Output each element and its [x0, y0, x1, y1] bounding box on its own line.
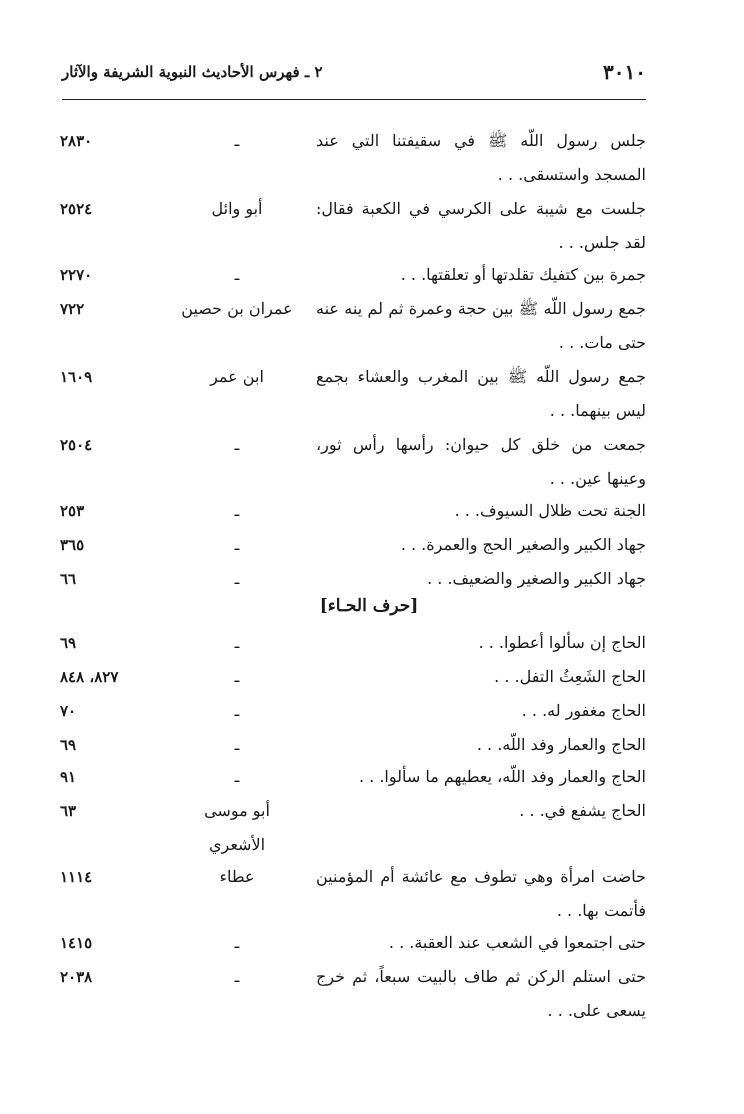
- reference-number: ٢٨٣٠: [60, 132, 93, 150]
- reference-number: ١٦٠٩: [60, 368, 93, 386]
- narrator: ابن عمر: [210, 367, 264, 386]
- narrator: ـ: [234, 265, 240, 284]
- hadith-text: جلست مع شيبة على الكرسي في الكعبة فقال: لقد جلس. . .: [316, 199, 646, 252]
- hadith-text: الحاج إن سألوا أعطوا. . .: [478, 633, 646, 652]
- reference-number: ٢٥٠٤: [60, 436, 93, 454]
- narrator: أبو وائل: [211, 199, 263, 218]
- reference-number: ٦٩: [60, 736, 77, 754]
- page-number: ٣٠١٠: [603, 60, 646, 84]
- reference-number: ٢٠٣٨: [60, 968, 93, 986]
- narrator: ـ: [234, 569, 240, 588]
- reference-number: ٢٢٧٠: [60, 266, 93, 284]
- reference-number: ٦٩: [60, 634, 77, 652]
- reference-number: ٦٣: [60, 802, 77, 820]
- narrator: ـ: [234, 501, 240, 520]
- narrator: ـ: [234, 967, 240, 986]
- narrator: ـ: [234, 435, 240, 454]
- reference-number: ٨٢٧، ٨٤٨: [60, 668, 119, 686]
- hadith-text: الحاج والعمار وفد اللّه. . .: [476, 735, 646, 754]
- reference-number: ٧٠: [60, 702, 77, 720]
- hadith-text: الحاج الشَعِثُ التفل. . .: [494, 667, 646, 686]
- hadith-text: جمرة بين كتفيك تقلدتها أو تعلقتها. . .: [400, 265, 646, 284]
- reference-number: ٦٦: [60, 570, 77, 588]
- narrator: عمران بن حصين: [181, 299, 293, 318]
- narrator: ـ: [234, 735, 240, 754]
- narrator: ـ: [234, 933, 240, 952]
- page-header: [62, 60, 646, 90]
- narrator: عطاء: [219, 867, 255, 886]
- narrator: أبو موسى الأشعري: [204, 801, 270, 854]
- narrator: ـ: [234, 535, 240, 554]
- hadith-text: جمع رسول اللّه ﷺ بين حجة وعمرة ثم لم ينه عنه حتى مات. . .: [316, 299, 646, 352]
- reference-number: ٩١: [60, 768, 77, 786]
- reference-number: ١١١٤: [60, 868, 93, 886]
- header-rule: [62, 99, 646, 100]
- reference-number: ٧٢٢: [60, 300, 85, 318]
- hadith-text: الحاج مغفور له. . .: [521, 701, 646, 720]
- reference-number: ٢٥٣: [60, 502, 85, 520]
- hadith-text: حاضت امرأة وهي تطوف مع عائشة أم المؤمنين فأتمت بها. . .: [316, 867, 646, 920]
- section-heading: [0, 596, 744, 616]
- hadith-text: الحاج والعمار وفد اللّه، يعطيهم ما سألوا. . .: [358, 767, 646, 786]
- narrator: ـ: [234, 633, 240, 652]
- hadith-text: جهاد الكبير والصغير الحج والعمرة. . .: [400, 535, 646, 554]
- hadith-text: حتى اجتمعوا في الشعب عند العقبة. . .: [388, 933, 646, 952]
- reference-number: ٢٥٢٤: [60, 200, 93, 218]
- reference-number: ١٤١٥: [60, 934, 93, 952]
- narrator: ـ: [234, 131, 240, 150]
- narrator: ـ: [234, 767, 240, 786]
- hadith-text: جمع رسول اللّه ﷺ بين المغرب والعشاء بجمع ليس بينهما. . .: [316, 367, 646, 420]
- running-title: ٢ ـ فهرس الأحاديث النبوية الشريفة والآثار: [62, 63, 323, 81]
- hadith-text: حتى استلم الركن ثم طاف بالبيت سبعاً، ثم خرج يسعى على. . .: [316, 967, 646, 1020]
- hadith-text: الحاج يشفع في. . .: [519, 801, 646, 820]
- narrator: ـ: [234, 701, 240, 720]
- hadith-text: الجنة تحت ظلال السيوف. . .: [454, 501, 646, 520]
- reference-number: ٣٦٥: [60, 536, 85, 554]
- hadith-text: جلس رسول اللّه ﷺ في سقيفتنا التي عند المسجد واستسقى. . .: [316, 131, 646, 184]
- section-heading-label: [حرف الحـاء]: [319, 596, 419, 616]
- hadith-text: جهاد الكبير والصغير والضعيف. . .: [427, 569, 646, 588]
- hadith-text: جمعت من خلق كل حيوان: رأسها رأس ثور، وعينها عين. . .: [316, 435, 646, 488]
- narrator: ـ: [234, 667, 240, 686]
